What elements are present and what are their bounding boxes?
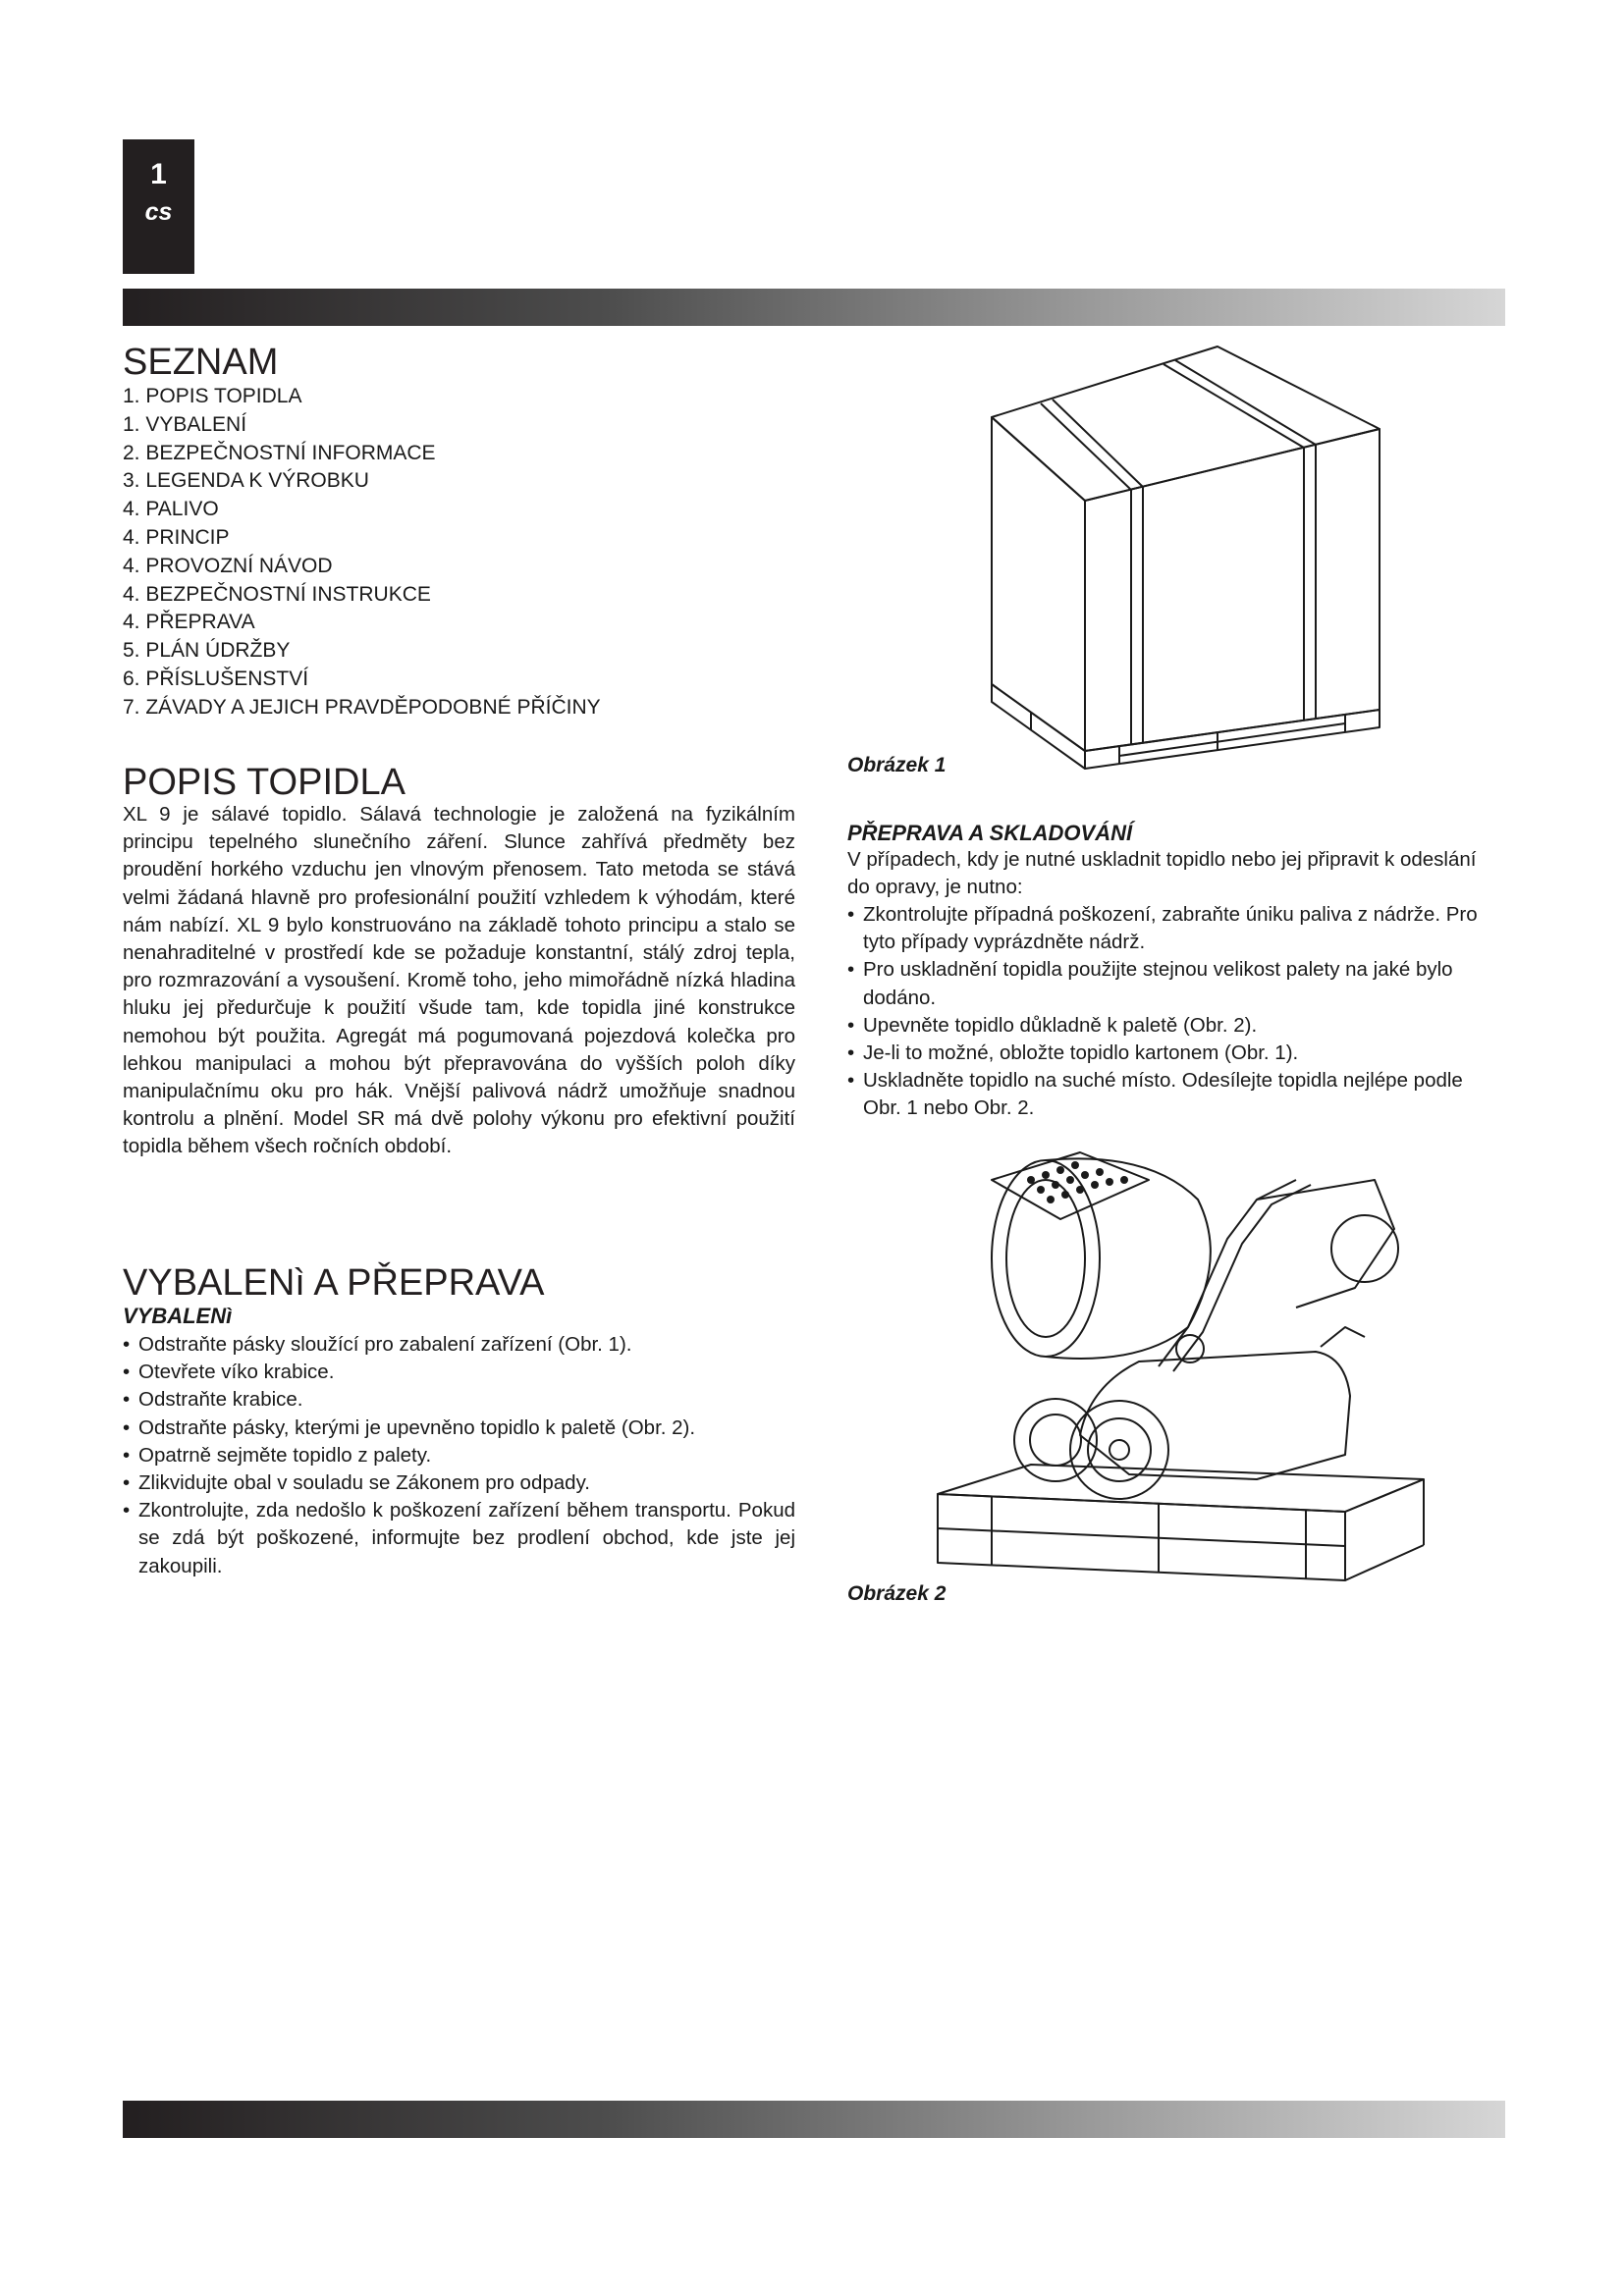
toc-item: 2. BEZPEČNOSTNÍ INFORMACE [123, 441, 436, 464]
toc-item: 5. PLÁN ÚDRŽBY [123, 639, 291, 663]
list-item: • Otevřete víko krabice. [123, 1359, 795, 1386]
language-code: cs [144, 198, 173, 226]
list-item: • Odstraňte krabice. [123, 1386, 795, 1414]
list-item: • Pro uskladnění topidla použijte stejnou velikost palety na jaké bylo dodáno. [847, 956, 1490, 1011]
list-item: • Uskladněte topidlo na suché místo. Odesílejte topidla nejlépe podle Obr. 1 nebo Obr. 2. [847, 1067, 1490, 1122]
preprava-intro: V případech, kdy je nutné uskladnit topidlo nebo jej připravit k odeslání do opravy, je nutno: [847, 848, 1477, 899]
header-band [123, 289, 1505, 326]
figure2-caption: Obrázek 2 [847, 1582, 947, 1605]
figure1-box-illustration [972, 339, 1434, 775]
toc-item: 1. VYBALENÍ [123, 412, 247, 436]
list-item: • Upevněte topidlo důkladně k paletě (Obr. 2). [847, 1012, 1490, 1040]
toc-item: 6. PŘÍSLUŠENSTVÍ [123, 667, 309, 690]
toc-item: 3. LEGENDA K VÝROBKU [123, 469, 369, 493]
list-item: • Zlikvidujte obal v souladu se Zákonem pro odpady. [123, 1469, 795, 1497]
toc-item: 4. PRINCIP [123, 525, 230, 549]
list-item: • Zkontrolujte, zda nedošlo k poškození zařízení během transportu. Pokud se zdá být poškozené, informujte bez prodlení obchod, kde jste jej zakoupili. [123, 1497, 795, 1580]
toc-title: SEZNAM [123, 342, 279, 383]
list-item: • Opatrně sejměte topidlo z palety. [123, 1442, 795, 1469]
list-item: • Odstraňte pásky, kterými je upevněno topidlo k paletě (Obr. 2). [123, 1415, 795, 1442]
page-tab [123, 139, 194, 274]
preprava-title: PŘEPRAVA A SKLADOVÁNÍ [847, 821, 1133, 845]
vybaleni-list [123, 1331, 795, 1580]
popis-text: XL 9 je sálavé topidlo. Sálavá technologie je založená na fyzikálním principu tepelného slunečního záření. Slunce zahřívá předměty bez proudění horkého vzduchu jen vlnovým přenosem. Tato metoda se stává velmi žádaná hlavně pro profesionální použití vzhledem k výhodám, které nám nabízí. XL 9 bylo konstruováno na základě tohoto principu a stalo se nenahraditelné v prostředí kde se požaduje konstantní, stálý zdroj tepla, pro rozmrazování a vysoušení. Kromě toho, jeho mimořádně nízká hladina hluku jej předurčuje k použití všude tam, kde topidla jiné konstrukce nemohou být použita. Agregát má pogumovaná pojezdová kolečka pro lehkou manipulaci a mohou být přepravována do vyšších poloh díky manipulačnímu oku pro hák. Vnější palivová nádrž umožňuje snadnou kontrolu a plnění. Model SR má dvě polohy výkonu pro efektivní použití topidla během všech ročních období. [123, 803, 795, 1158]
toc-item: 4. PROVOZNÍ NÁVOD [123, 554, 333, 577]
toc-item: 4. BEZPEČNOSTNÍ INSTRUKCE [123, 582, 431, 606]
list-item: • Je-li to možné, obložte topidlo kartonem (Obr. 1). [847, 1040, 1490, 1067]
list-item: • Zkontrolujte případná poškození, zabraňte úniku paliva z nádrže. Pro tyto případy vyprázdněte nádrž. [847, 901, 1490, 956]
figure1-caption: Obrázek 1 [847, 754, 947, 776]
toc-item: 4. PŘEPRAVA [123, 611, 255, 634]
toc-item: 7. ZÁVADY A JEJICH PRAVDĚPODOBNÉ PŘÍČINY [123, 695, 601, 719]
popis-title: POPIS TOPIDLA [123, 762, 406, 803]
figure2-heater-illustration [933, 1141, 1434, 1592]
footer-band [123, 2101, 1505, 2138]
toc-list [123, 383, 601, 722]
list-item: • Odstraňte pásky sloužící pro zabalení zařízení (Obr. 1). [123, 1331, 795, 1359]
vybaleni-subtitle: VYBALENì [123, 1304, 233, 1328]
vybaleni-title: VYBALENì A PŘEPRAVA [123, 1262, 545, 1304]
toc-item: 4. PALIVO [123, 498, 219, 521]
page-number: 1 [150, 158, 167, 190]
toc-item: 1. POPIS TOPIDLA [123, 385, 302, 407]
preprava-list [847, 901, 1490, 1123]
